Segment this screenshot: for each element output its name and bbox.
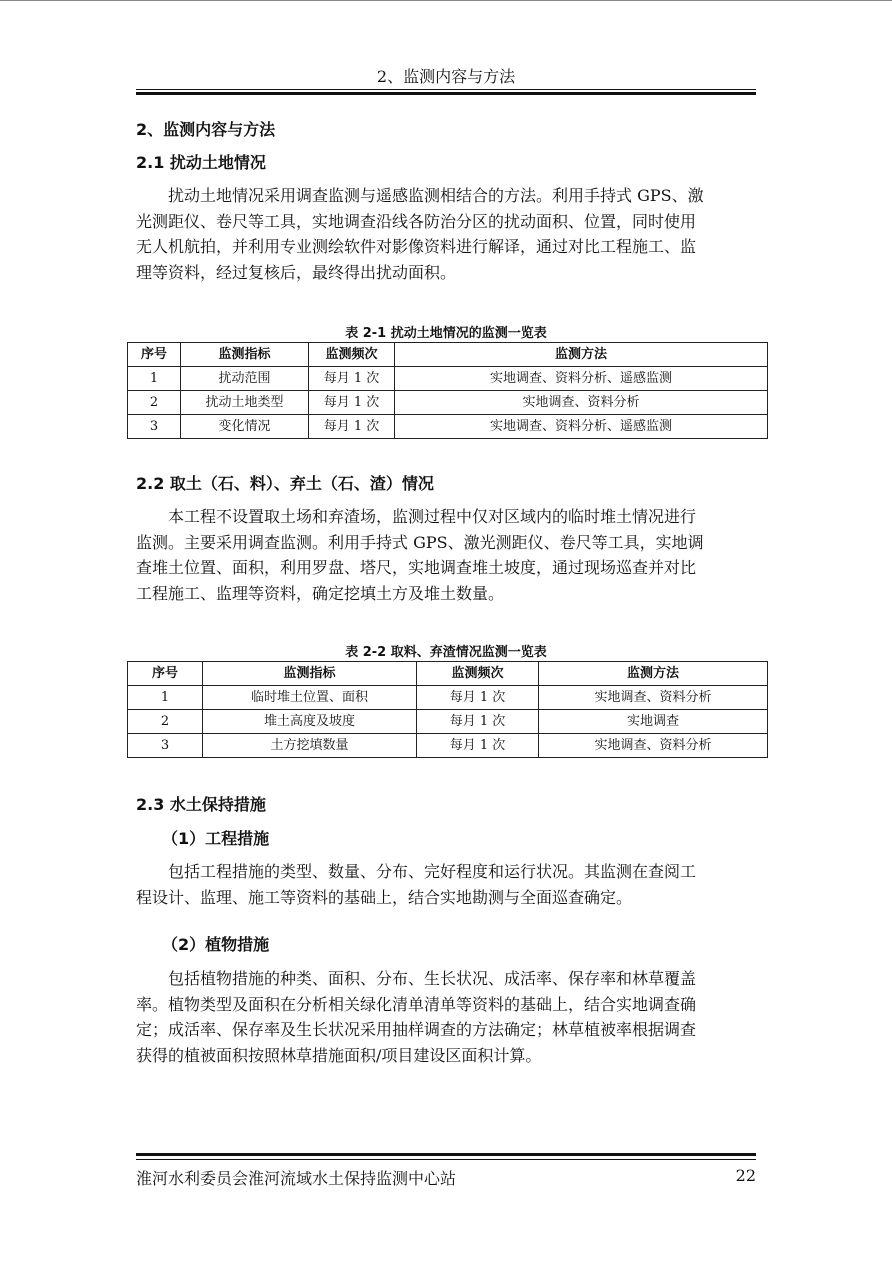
paragraph-line: 本工程不设置取土场和弃渣场，监测过程中仅对区域内的临时堆土情况进行 (168, 507, 697, 526)
paragraph-line: 包括工程措施的类型、数量、分布、完好程度和运行状况。其监测在查阅工 (168, 862, 697, 881)
cell-indicator: 扰动土地类型 (181, 391, 309, 415)
cell-frequency: 每月 1 次 (417, 686, 539, 710)
cell-method: 实地调查、资料分析 (539, 734, 768, 758)
section-2-3-heading: 2.3 水土保持措施 (136, 795, 266, 814)
cell-index: 1 (128, 686, 203, 710)
cell-indicator: 土方挖填数量 (203, 734, 417, 758)
header-rule-thin (136, 89, 756, 90)
header-rule-thick (136, 92, 756, 95)
paragraph-line: 包括植物措施的种类、面积、分布、生长状况、成活率、保存率和林草覆盖 (168, 969, 697, 988)
section-2-2-heading: 2.2 取土（石、料）、弃土（石、渣）情况 (136, 474, 434, 493)
cell-method: 实地调查 (539, 710, 768, 734)
cell-frequency: 每月 1 次 (417, 710, 539, 734)
page-top-border (0, 0, 892, 1)
running-header: 2、监测内容与方法 (376, 67, 516, 86)
cell-frequency: 每月 1 次 (309, 391, 395, 415)
cell-index: 1 (128, 367, 181, 391)
table-2-1 (127, 342, 768, 439)
paragraph-line: 获得的植被面积按照林草措施面积/项目建设区面积计算。 (136, 1045, 542, 1065)
page-number: 22 (735, 1166, 756, 1185)
cell-frequency: 每月 1 次 (417, 734, 539, 758)
col-header-indicator: 监测指标 (181, 343, 309, 367)
col-header-method: 监测方法 (539, 662, 768, 686)
cell-method: 实地调查、资料分析 (539, 686, 768, 710)
paragraph-line: 程设计、监理、施工等资料的基础上，结合实地勘测与全面巡查确定。 (136, 887, 633, 907)
table-row (128, 391, 768, 415)
table-row (128, 415, 768, 439)
table-2-2 (127, 661, 768, 758)
paragraph-line: 率。植物类型及面积在分析相关绿化清单清单等资料的基础上，结合实地调查确 (136, 994, 697, 1014)
footer-rule-thin (136, 1159, 756, 1160)
engineering-paragraph (136, 859, 758, 910)
section-2-1-paragraph (136, 183, 758, 285)
paragraph-line: 监测。主要采用调查监测。利用手持式 GPS、激光测距仪、卷尺等工具，实地调 (136, 532, 704, 552)
col-header-frequency: 监测频次 (417, 662, 539, 686)
table-row (128, 367, 768, 391)
table-2-2-caption: 表 2-2 取料、弃渣情况监测一览表 (345, 645, 547, 660)
paragraph-line: 定；成活率、保存率及生长状况采用抽样调查的方法确定；林草植被率根据调查 (136, 1020, 697, 1039)
col-header-frequency: 监测频次 (309, 343, 395, 367)
table-row (128, 734, 768, 758)
cell-method: 实地调查、资料分析 (395, 391, 768, 415)
paragraph-line: 理等资料，经过复核后，最终得出扰动面积。 (136, 262, 457, 282)
footer-organization: 淮河水利委员会淮河流域水土保持监测中心站 (136, 1169, 457, 1188)
footer-rule-thick (136, 1153, 756, 1156)
cell-frequency: 每月 1 次 (309, 367, 395, 391)
cell-indicator: 扰动范围 (181, 367, 309, 391)
cell-method: 实地调查、资料分析、遥感监测 (395, 367, 768, 391)
cell-indicator: 临时堆土位置、面积 (203, 686, 417, 710)
cell-indicator: 堆土高度及坡度 (203, 710, 417, 734)
cell-method: 实地调查、资料分析、遥感监测 (395, 415, 768, 439)
cell-indicator: 变化情况 (181, 415, 309, 439)
table-header-row (128, 662, 768, 686)
vegetation-paragraph (136, 966, 758, 1068)
cell-index: 2 (128, 710, 203, 734)
section-2-2-paragraph (136, 504, 758, 606)
section-title: 2、监测内容与方法 (136, 120, 276, 139)
section-2-1-heading: 2.1 扰动土地情况 (136, 153, 266, 172)
col-header-index: 序号 (128, 662, 203, 686)
cell-index: 2 (128, 391, 181, 415)
paragraph-line: 无人机航拍，并利用专业测绘软件对影像资料进行解译，通过对比工程施工、监 (136, 237, 697, 256)
paragraph-line: 工程施工、监理等资料，确定挖填土方及堆土数量。 (136, 583, 505, 603)
col-header-index: 序号 (128, 343, 181, 367)
paragraph-line: 查堆土位置、面积，利用罗盘、塔尺，实地调查堆土坡度，通过现场巡查并对比 (136, 558, 697, 577)
cell-index: 3 (128, 415, 181, 439)
col-header-indicator: 监测指标 (203, 662, 417, 686)
paragraph-line: 扰动土地情况采用调查监测与遥感监测相结合的方法。利用手持式 GPS、激 (168, 186, 704, 205)
table-row (128, 710, 768, 734)
subsection-engineering-heading: （1）工程措施 (162, 829, 270, 848)
paragraph-line: 光测距仪、卷尺等工具，实地调查沿线各防治分区的扰动面积、位置，同时使用 (136, 211, 697, 231)
table-2-1-caption: 表 2-1 扰动土地情况的监测一览表 (345, 326, 547, 341)
cell-frequency: 每月 1 次 (309, 415, 395, 439)
subsection-vegetation-heading: （2）植物措施 (162, 935, 270, 954)
cell-index: 3 (128, 734, 203, 758)
table-row (128, 686, 768, 710)
table-header-row (128, 343, 768, 367)
col-header-method: 监测方法 (395, 343, 768, 367)
